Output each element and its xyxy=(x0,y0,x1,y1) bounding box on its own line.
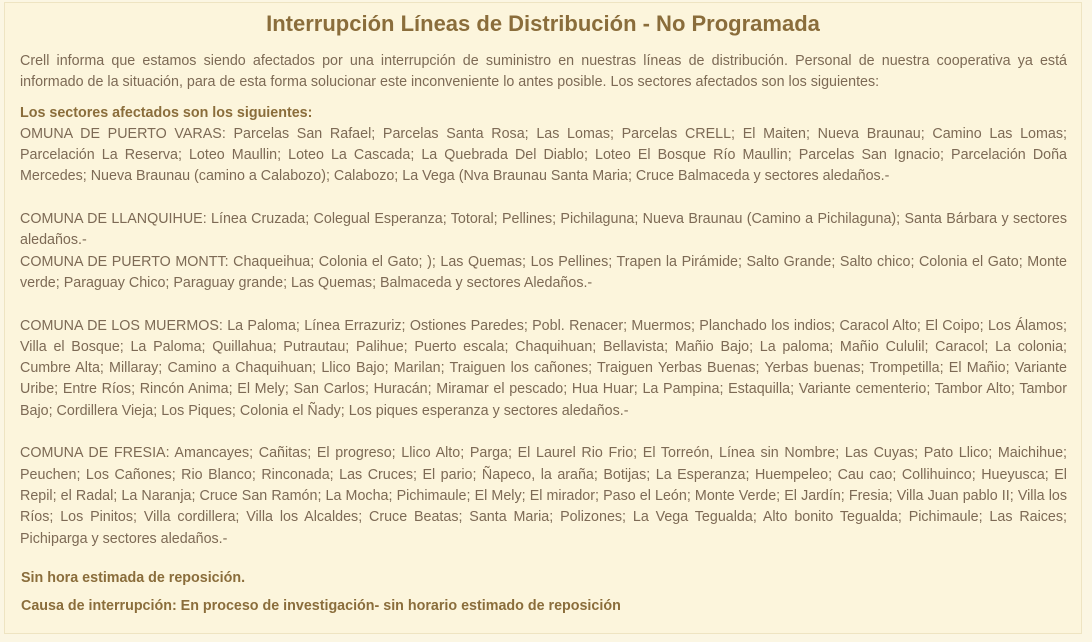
comuna-puerto-montt: COMUNA DE PUERTO MONTT: Chaqueihua; Colonia el Gato; ); Las Quemas; Los Pellines; Trapen la Pirámide; Salto Grande; Salto chico; Colonia el Gato; Monte verde; Paraguay Chico; Paraguay grande; Las Quemas; Balmaceda y sectores Aledaños.- xyxy=(20,253,1067,291)
interruption-cause: Causa de interrupción: En proceso de investigación- sin horario estimado de reposición xyxy=(21,598,621,614)
comuna-fresia: COMUNA DE FRESIA: Amancayes; Cañitas; El progreso; Llico Alto; Parga; El Laurel Rio Frio; El Torreón, Línea sin Nombre; Las Cuyas; Pato Llico; Maichihue; Peuchen; Los Cañones; Rio Blanco; Rinconada; Las Cruces; El pario; Ñapeco, la araña; Botijas; La Esperanza; Huempeleo; Cau cao; Collihuinco; Hueyusca; El Repil; el Radal; La Naranja; Cruce San Ramón; La Mocha; Pichimaule; El Mely; El mirador; Paso el León; Monte Verde; El Jardín; Fresia; Villa Juan pablo II; Villa los Ríos; Los Pinitos; Villa cordillera; Villa los Alcaldes; Cruce Beatas; Santa Maria; Polizones; La Vega Tegualda; Alto bonito Tegualda; Pichimaule; Las Raices; Pichiparga y sectores aledaños.- xyxy=(20,445,1067,547)
spacer xyxy=(20,188,1067,209)
outage-notice-panel xyxy=(4,2,1082,634)
comuna-llanquihue: COMUNA DE LLANQUIHUE: Línea Cruzada; Colegual Esperanza; Totoral; Pellines; Pichilaguna; Nueva Braunau (Camino a Pichilaguna); Santa Bárbara y sectores aledaños.- xyxy=(20,211,1067,249)
spacer xyxy=(20,294,1067,315)
comuna-los-muermos: COMUNA DE LOS MUERMOS: La Paloma; Línea Errazuriz; Ostiones Paredes; Pobl. Renacer; Muermos; Planchado los indios; Caracol Alto; El Coipo; Los Álamos; Villa el Bosque; La Paloma; Quillahua; Putrautau; Palihue; Puerto escala; Chaquihuan; Bellavista; Mañio Bajo; La paloma; Mañio Cululil; Caracol; La colonia; Cumbre Alta; Millaray; Camino a Chaquihuan; Llico Bajo; Marilan; Traiguen los cañones; Traiguen Yerbas Buenas; Yerbas buenas; Trompetilla; El Mañio; Variante Uribe; Entre Ríos; Rincón Anima; El Mely; San Carlos; Huracán; Miramar el pescado; Hua Huar; La Pampina; Estaquilla; Variante cementerio; Tambor Alto; Tambor Bajo; Cordillera Vieja; Los Piques; Colonia el Ñady; Los piques esperanza y sectores aledaños.- xyxy=(20,317,1067,419)
sectors-heading: Los sectores afectados son los siguientes: xyxy=(20,104,313,121)
notice-intro: Crell informa que estamos siendo afectados por una interrupción de suministro en nuestras líneas de distribución. Personal de nuestra cooperativa ya está informado de la situación, para de esta forma solucionar este inconveniente lo antes posible. Los sectores afectados son los siguientes: xyxy=(20,53,1067,91)
restore-time-note: Sin hora estimada de reposición. xyxy=(21,570,246,586)
notice-body xyxy=(20,51,1067,550)
spacer xyxy=(20,422,1067,443)
comuna-puerto-varas: OMUNA DE PUERTO VARAS: Parcelas San Rafael; Parcelas Santa Rosa; Las Lomas; Parcelas CRELL; El Maiten; Nueva Braunau; Camino Las Lomas; Parcelación La Reserva; Loteo Maullin; Loteo La Cascada; La Quebrada Del Diablo; Loteo El Bosque Río Maullin; Parcelas San Ignacio; Parcelación Doña Mercedes; Nueva Braunau (camino a Calabozo); Calabozo; La Vega (Nva Braunau Santa Maria; Cruce Balmaceda y sectores aledaños.- xyxy=(20,125,1067,185)
notice-title: Interrupción Líneas de Distribución - No Programada xyxy=(266,11,820,36)
